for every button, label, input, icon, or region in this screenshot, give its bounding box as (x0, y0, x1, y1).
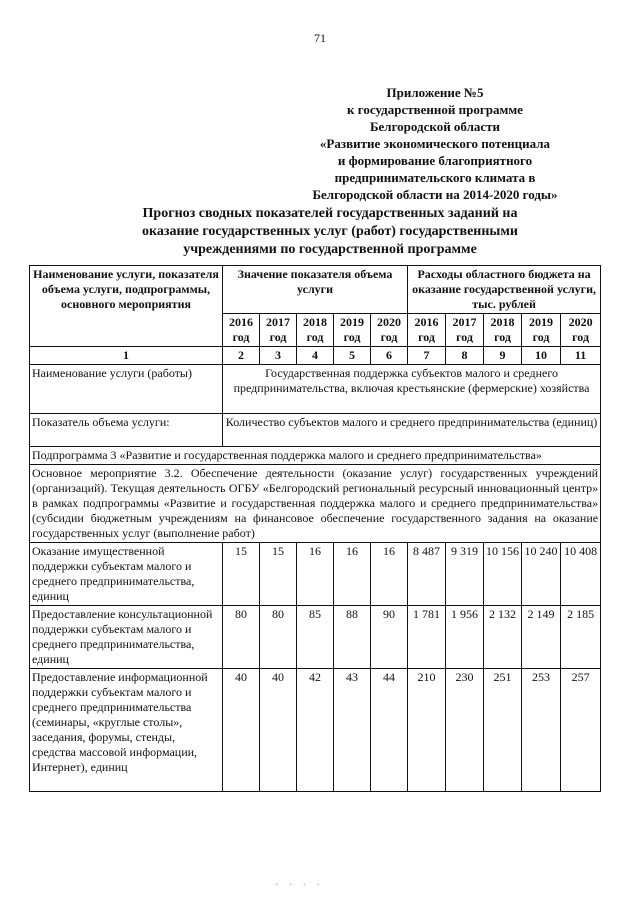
year-value: 2016 (229, 315, 253, 329)
column-number: 11 (561, 347, 601, 365)
expense-value-cell: 230 (446, 669, 484, 792)
year-header (484, 314, 522, 347)
year-value: 2017 (266, 315, 290, 329)
volume-value-cell: 43 (334, 669, 371, 792)
table-row (30, 669, 601, 792)
table-row (30, 606, 601, 669)
title-line: Прогноз сводных показателей государственных заданий на (142, 206, 518, 221)
volume-value-cell: 40 (223, 669, 260, 792)
year-header (371, 314, 408, 347)
appendix-header (300, 84, 570, 203)
column-numbers-row (30, 347, 601, 365)
volume-value-cell: 16 (371, 543, 408, 606)
volume-value-cell: 80 (223, 606, 260, 669)
year-unit: год (572, 330, 590, 344)
year-header (408, 314, 446, 347)
column-number: 5 (334, 347, 371, 365)
year-header (446, 314, 484, 347)
year-unit: год (306, 330, 324, 344)
column-number: 7 (408, 347, 446, 365)
expense-value-cell: 257 (561, 669, 601, 792)
appendix-line: «Развитие экономического потенциала (319, 136, 551, 151)
column-number: 4 (297, 347, 334, 365)
title-line: учреждениями по государственной программе (183, 242, 477, 257)
table-row (30, 543, 601, 606)
volume-indicator-row (30, 414, 601, 447)
volume-value-cell: 16 (334, 543, 371, 606)
volume-indicator-value: Количество субъектов малого и среднего предпринимательства (единиц) (223, 414, 601, 447)
header-volume: Значение показателя объема услуги (223, 266, 408, 314)
year-header (260, 314, 297, 347)
year-value: 2020 (377, 315, 402, 329)
scan-footer-mark: · · · · (275, 880, 324, 891)
year-unit: год (380, 330, 398, 344)
year-header (561, 314, 601, 347)
year-value: 2019 (340, 315, 364, 329)
expense-value-cell: 1 781 (408, 606, 446, 669)
expense-value-cell: 2 149 (522, 606, 561, 669)
year-header (334, 314, 371, 347)
column-number: 2 (223, 347, 260, 365)
appendix-line: предпринимательского климата в (334, 170, 536, 185)
year-unit: год (232, 330, 250, 344)
subprogram-row (30, 447, 601, 465)
appendix-line: и формирование благоприятного (337, 153, 533, 168)
expense-value-cell: 1 956 (446, 606, 484, 669)
year-header (522, 314, 561, 347)
volume-value-cell: 15 (223, 543, 260, 606)
year-value: 2019 (529, 315, 554, 329)
forecast-table (29, 265, 601, 792)
column-number: 10 (522, 347, 561, 365)
main-activity-row (30, 465, 601, 543)
appendix-line: к государственной программе (347, 102, 523, 117)
header-row (30, 266, 601, 314)
year-unit: год (418, 330, 435, 344)
column-number: 1 (30, 347, 223, 365)
appendix-line: Приложение №5 (386, 85, 484, 100)
page-number: 71 (314, 31, 326, 45)
row-label: Оказание имущественной поддержки субъектам малого и среднего предпринимательства, единиц (30, 543, 223, 606)
volume-value-cell: 15 (260, 543, 297, 606)
year-unit: год (494, 330, 511, 344)
header-expense: Расходы областного бюджета на оказание государственной услуги, тыс. рублей (408, 266, 601, 314)
expense-value-cell: 10 408 (561, 543, 601, 606)
header-name: Наименование услуги, показателя объема услуги, подпрограммы, основного мероприятия (30, 266, 223, 347)
expense-value-cell: 2 132 (484, 606, 522, 669)
year-value: 2018 (303, 315, 327, 329)
expense-value-cell: 8 487 (408, 543, 446, 606)
year-header (297, 314, 334, 347)
year-value: 2018 (490, 315, 515, 329)
column-number: 8 (446, 347, 484, 365)
year-value: 2017 (452, 315, 477, 329)
row-label: Предоставление консультационной поддержки субъектам малого и среднего предпринимательства, единиц (30, 606, 223, 669)
service-name-row (30, 365, 601, 414)
main-activity-text: Основное мероприятие 3.2. Обеспечение деятельности (оказание услуг) государственных учреждений (организаций). Текущая деятельность ОГБУ «Белгородский региональный ресурсный инновационный центр» в рамках подпрограммы «Развитие и государственная поддержка малого и среднего предпринимательства» (субсидии бюджетным учреждениям на финансовое обеспечение государственного задания на оказание государственных услуг (выполнение работ) (30, 465, 601, 543)
expense-value-cell: 251 (484, 669, 522, 792)
service-name-value: Государственная поддержка субъектов малого и среднего предпринимательства, включая крестьянские (фермерские) хозяйства (223, 365, 601, 414)
year-value: 2020 (568, 315, 593, 329)
year-unit: год (456, 330, 473, 344)
row-label: Предоставление информационной поддержки субъектам малого и среднего предпринимательства (семинары, «круглые столы», заседания, форумы, стенды, средства массовой информации, Интернет), единиц (30, 669, 223, 792)
appendix-line: Белгородской области на 2014-2020 годы» (312, 187, 558, 202)
volume-indicator-label: Показатель объема услуги: (30, 414, 223, 447)
expense-value-cell: 2 185 (561, 606, 601, 669)
volume-value-cell: 40 (260, 669, 297, 792)
volume-value-cell: 85 (297, 606, 334, 669)
year-unit: год (343, 330, 361, 344)
column-number: 9 (484, 347, 522, 365)
document-title (100, 205, 560, 259)
column-number: 3 (260, 347, 297, 365)
volume-value-cell: 44 (371, 669, 408, 792)
volume-value-cell: 42 (297, 669, 334, 792)
volume-value-cell: 80 (260, 606, 297, 669)
column-number: 6 (371, 347, 408, 365)
year-header (223, 314, 260, 347)
expense-value-cell: 10 240 (522, 543, 561, 606)
appendix-line: Белгородской области (369, 119, 501, 134)
year-unit: год (269, 330, 287, 344)
service-name-label: Наименование услуги (работы) (30, 365, 223, 414)
volume-value-cell: 90 (371, 606, 408, 669)
volume-value-cell: 16 (297, 543, 334, 606)
title-line: оказание государственных услуг (работ) государственными (142, 224, 518, 239)
subprogram-text: Подпрограмма 3 «Развитие и государственная поддержка малого и среднего предпринимательства» (30, 447, 601, 465)
volume-value-cell: 88 (334, 606, 371, 669)
expense-value-cell: 253 (522, 669, 561, 792)
expense-value-cell: 10 156 (484, 543, 522, 606)
expense-value-cell: 9 319 (446, 543, 484, 606)
expense-value-cell: 210 (408, 669, 446, 792)
year-value: 2016 (414, 315, 439, 329)
year-unit: год (532, 330, 550, 344)
